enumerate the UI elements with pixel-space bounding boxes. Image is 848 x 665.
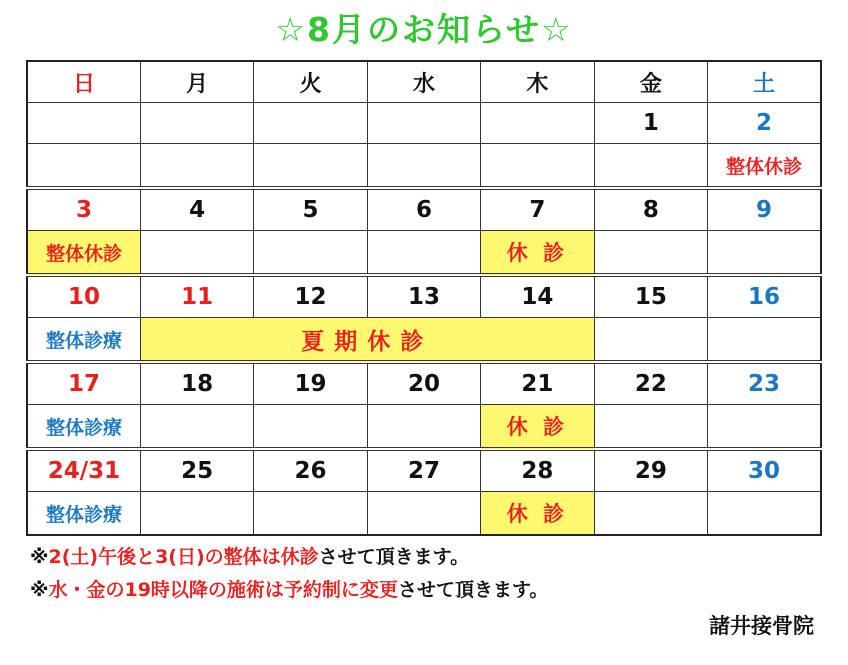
note-cell xyxy=(367,144,480,189)
week-row-numbers xyxy=(27,103,821,144)
note-cell xyxy=(594,318,707,363)
day-cell: 2 xyxy=(708,103,821,144)
note-cell xyxy=(708,318,821,363)
day-cell: 14 xyxy=(481,275,594,318)
note-cell xyxy=(708,231,821,276)
day-cell: 27 xyxy=(367,449,480,492)
notice-2-prefix: ※ xyxy=(30,579,49,601)
weekday-sun: 日 xyxy=(27,61,140,103)
day-cell xyxy=(481,103,594,144)
note-cell xyxy=(594,405,707,450)
week-row-notes xyxy=(27,318,821,363)
day-cell: 30 xyxy=(708,449,821,492)
note-cell xyxy=(254,231,367,276)
note-cell xyxy=(27,144,140,189)
day-cell: 9 xyxy=(708,188,821,231)
note-cell xyxy=(594,144,707,189)
week-row-notes xyxy=(27,231,821,276)
day-cell: 4 xyxy=(140,188,253,231)
note-cell xyxy=(140,144,253,189)
notice-1-suffix: させて頂きます。 xyxy=(318,546,470,568)
week-row-numbers xyxy=(27,188,821,231)
note-cell-sat: 整体休診 xyxy=(708,144,821,189)
note-cell xyxy=(594,492,707,536)
day-cell xyxy=(367,103,480,144)
note-cell xyxy=(140,231,253,276)
week-row-notes xyxy=(27,405,821,450)
day-cell: 6 xyxy=(367,188,480,231)
day-cell: 24/31 xyxy=(27,449,140,492)
day-cell: 8 xyxy=(594,188,707,231)
note-cell xyxy=(481,144,594,189)
note-cell-sun: 整体診療 xyxy=(27,405,140,450)
note-cell xyxy=(367,492,480,536)
day-cell: 7 xyxy=(481,188,594,231)
week-row-notes xyxy=(27,492,821,536)
weekday-wed: 水 xyxy=(367,61,480,103)
weekday-header-row xyxy=(27,61,821,103)
day-cell: 28 xyxy=(481,449,594,492)
weekday-tue: 火 xyxy=(254,61,367,103)
day-cell: 13 xyxy=(367,275,480,318)
notice-line-1 xyxy=(30,542,469,569)
note-cell-thu: 休 診 xyxy=(481,405,594,450)
day-cell: 19 xyxy=(254,362,367,405)
note-cell xyxy=(708,492,821,536)
note-cell xyxy=(594,231,707,276)
day-cell: 26 xyxy=(254,449,367,492)
note-cell xyxy=(254,492,367,536)
note-cell xyxy=(708,405,821,450)
note-cell xyxy=(367,405,480,450)
note-cell xyxy=(254,405,367,450)
note-cell xyxy=(254,144,367,189)
note-cell-sun: 整体休診 xyxy=(27,231,140,276)
day-cell: 29 xyxy=(594,449,707,492)
day-cell: 11 xyxy=(140,275,253,318)
weekday-fri: 金 xyxy=(594,61,707,103)
weekday-sat: 土 xyxy=(708,61,821,103)
note-cell-sun: 整体診療 xyxy=(27,492,140,536)
day-cell xyxy=(140,103,253,144)
day-cell: 21 xyxy=(481,362,594,405)
day-cell xyxy=(254,103,367,144)
day-cell: 1 xyxy=(594,103,707,144)
page-title: ☆8月のお知らせ☆ xyxy=(275,10,573,49)
clinic-name: 諸井接骨院 xyxy=(709,614,814,638)
note-cell-thu: 休 診 xyxy=(481,492,594,536)
day-cell: 17 xyxy=(27,362,140,405)
notice-1-highlight: 2(土)午後と3(日)の整体は休診 xyxy=(48,546,319,568)
day-cell: 10 xyxy=(27,275,140,318)
week-row-numbers xyxy=(27,362,821,405)
notice-line-2 xyxy=(30,575,548,602)
week-row-numbers xyxy=(27,275,821,318)
summer-holiday-cell: 夏期休診 xyxy=(140,318,594,363)
note-cell xyxy=(367,231,480,276)
day-cell: 25 xyxy=(140,449,253,492)
notice-2-suffix: させて頂きます。 xyxy=(397,579,549,601)
day-cell: 5 xyxy=(254,188,367,231)
weekday-thu: 木 xyxy=(481,61,594,103)
note-cell-thu: 休 診 xyxy=(481,231,594,276)
day-cell: 18 xyxy=(140,362,253,405)
note-cell-sun: 整体診療 xyxy=(27,318,140,363)
day-cell: 15 xyxy=(594,275,707,318)
note-cell xyxy=(140,492,253,536)
day-cell: 20 xyxy=(367,362,480,405)
calendar-table xyxy=(26,60,822,536)
notice-2-highlight: 水・金の19時以降の施術は予約制に変更 xyxy=(48,579,398,601)
day-cell: 3 xyxy=(27,188,140,231)
notice-1-prefix: ※ xyxy=(30,546,49,568)
day-cell: 23 xyxy=(708,362,821,405)
week-row-notes xyxy=(27,144,821,189)
day-cell: 16 xyxy=(708,275,821,318)
day-cell xyxy=(27,103,140,144)
week-row-numbers xyxy=(27,449,821,492)
day-cell: 12 xyxy=(254,275,367,318)
weekday-mon: 月 xyxy=(140,61,253,103)
day-cell: 22 xyxy=(594,362,707,405)
note-cell xyxy=(140,405,253,450)
